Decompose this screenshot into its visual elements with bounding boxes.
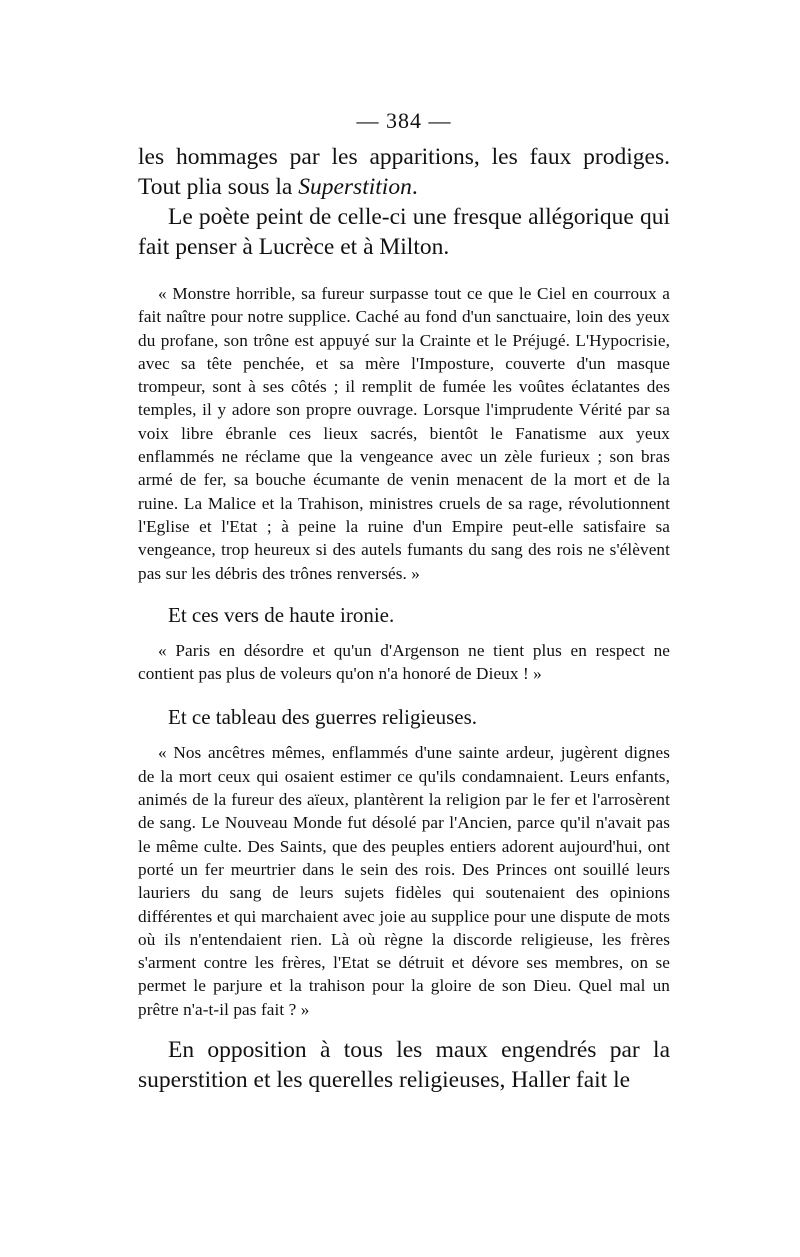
paragraph-irony — [138, 601, 670, 629]
paragraph-1 — [138, 142, 670, 202]
page — [138, 108, 670, 1095]
quote-paris — [138, 639, 670, 686]
paragraph-2-text: Le poète peint de celle-ci une fresque allégorique qui fait penser à Lucrèce et à Milton. — [138, 204, 670, 260]
quote-superstition-text: « Monstre horrible, sa fureur surpasse tout ce que le Ciel en courroux a fait naître pour notre supplice. Caché au fond d'un sanctuaire, loin des yeux du profane, son trône est appuyé sur la Crainte et le Préjugé. L'Hypocrisie, avec sa tête penchée, et sa mère l'Imposture, couverte d'un masque trompeur, sont à ses côtés ; il remplit de fumée les voûtes éclatantes des temples, il y adore son propre ouvrage. Lorsque l'imprudente Vérité par sa voix libre ébranle ces lieux sacrés, bientôt le Fanatisme aux yeux enflammés ne réclame que la vengeance avec un zèle furieux ; son bras armé de fer, sa bouche écumante de venin menacent de la mort et de la ruine. La Malice et la Trahison, ministres cruels de sa rage, révolutionnent l'Eglise et l'Etat ; à peine la ruine d'un Empire peut-elle satisfaire sa vengeance, trop heureux si des autels fumants du sang des rois ne s'élèvent pas sur les débris des trônes renversés. » — [138, 284, 670, 583]
quote-paris-text: « Paris en désordre et qu'un d'Argenson ne tient plus en respect ne contient pas plus de voleurs qu'on n'a honoré de Dieux ! » — [138, 640, 670, 684]
paragraph-wars-text: Et ce tableau des guerres religieuses. — [168, 705, 478, 730]
paragraph-wars — [138, 703, 670, 731]
page-number: — 384 — — [356, 108, 452, 133]
paragraph-irony-text: Et ces vers de haute ironie. — [168, 602, 395, 627]
paragraph-3 — [138, 1035, 670, 1095]
paragraph-1-text: les hommages par les apparitions, les faux prodiges. Tout plia sous la — [138, 144, 670, 200]
paragraph-3-text: En opposition à tous les maux engendrés par la superstition et les querelles religieuses, Haller fait le — [138, 1037, 670, 1094]
quote-superstition — [138, 282, 670, 585]
paragraph-1-end: . — [411, 174, 418, 200]
quote-religious-wars — [138, 741, 670, 1021]
paragraph-2 — [138, 202, 670, 262]
quote-religious-wars-text: « Nos ancêtres mêmes, enflammés d'une sainte ardeur, jugèrent dignes de la mort ceux qui osaient estimer ce qu'ils condamnaient. Leurs enfants, animés de la fureur des aïeux, plantèrent la religion par le fer et l'arrosèrent de sang. Le Nouveau Monde fut désolé par l'Ancien, parce qu'il n'avait pas le même culte. Des Saints, que des peuples entiers adorent aujourd'hui, ont porté un fer meurtrier dans le sein des rois. Des Princes ont souillé leurs lauriers du sang de leurs sujets fidèles qui soutenaient des opinions différentes et qui marchaient avec joie au supplice pour une dispute de mots où ils n'entendaient rien. Là où règne la discorde religieuse, les frères s'arment contre les frères, l'Etat se détruit et dévore ses membres, on se permet le parjure et la trahison pour la gloire de son Dieu. Quel mal un prêtre n'a-t-il pas fait ? » — [138, 743, 670, 1019]
paragraph-1-italic: Superstition — [298, 174, 412, 200]
